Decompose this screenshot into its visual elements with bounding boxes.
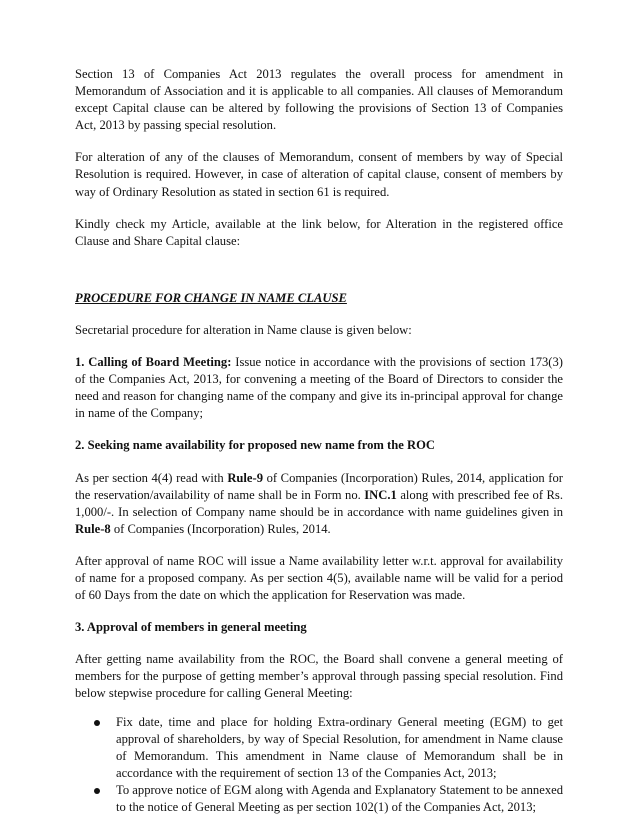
paragraph-consent: For alteration of any of the clauses of Memorandum, consent of members by way of Special Resolution is required. However, in case of alteration of capital clause, consent of members by way of Ordinary Resolution as stated in section 61 is required. [75,150,563,199]
step-2-paragraph-2: After approval of name ROC will issue a Name availability letter w.r.t. approval for availability of name for a proposed company. As per section 4(5), available name will be valid for a period of 60 Days from the date on which the application for Reservation was made. [75,553,563,603]
step-2-title: 2. Seeking name availability for proposed new name from the ROC [75,438,435,453]
form-inc1-ref: INC.1 [364,487,397,502]
paragraph-section-13: Section 13 of Companies Act 2013 regulates the overall process for amendment in Memorandum of Association and it is applicable to all companies. All clauses of Memorandum except Capital clause can be altered by following the provisions of Section 13 of Companies Act, 2013 by passing special resolution. [75,67,563,133]
text-run: of Companies (Incorporation) Rules, 2014, application for the reservation/availability of name shall be in Form no. [75,470,563,502]
step-1-text: Issue notice in accordance with the provisions of section 173(3) of the Companies Act, 2013, for convening a meeting of the Board of Directors to consider the need and reason for changing name of the company and give its in-principal approval for change in name of the Company; [75,355,563,421]
list-item [86,782,563,816]
list-item-text: Fix date, time and place for holding Extra-ordinary General meeting (EGM) to get approval of shareholders, by way of Special Resolution, for amendment in Name clause of Memorandum. This amendment in Name clause of Memorandum shall be in accordance with the requirement of section 13 of the Companies Act, 2013; [116,714,563,780]
list-item-text: To approve notice of EGM along with Agenda and Explanatory Statement to be annexed to the notice of General Meeting as per section 102(1) of the Companies Act, 2013; [116,782,563,814]
text-run: As per section 4(4) read with [75,470,228,485]
step-1-paragraph [75,354,563,422]
rule-8-ref: Rule-8 [75,521,111,536]
step-3-paragraph: After getting name availability from the ROC, the Board shall convene a general meeting of members for the purpose of getting member’s approval through passing special resolution. Find below stepwise procedure for calling General Meeting: [75,652,563,701]
bullet-icon [94,720,100,726]
egm-steps-list [75,714,563,817]
text-run: of Companies (Incorporation) Rules, 2014. [110,521,331,536]
text-run: along with prescribed fee of Rs. 1,000/-. In selection of Company name should be in accordance with name guidelines given in [75,487,563,519]
intro-text: Secretarial procedure for alteration in Name clause is given below: [75,322,412,337]
rule-9-ref: Rule-9 [227,470,263,485]
paragraph-article-link: Kindly check my Article, available at the link below, for Alteration in the registered office Clause and Share Capital clause: [75,216,563,248]
step-2-paragraph-1 [75,470,563,538]
step-1-title: 1. Calling of Board Meeting: [75,355,232,370]
bullet-icon [94,788,100,794]
list-item [86,714,563,782]
document-page [75,66,563,816]
step-3-title: 3. Approval of members in general meeting [75,620,307,635]
section-heading [75,290,563,307]
heading-text: PROCEDURE FOR CHANGE IN NAME CLAUSE [75,290,347,305]
